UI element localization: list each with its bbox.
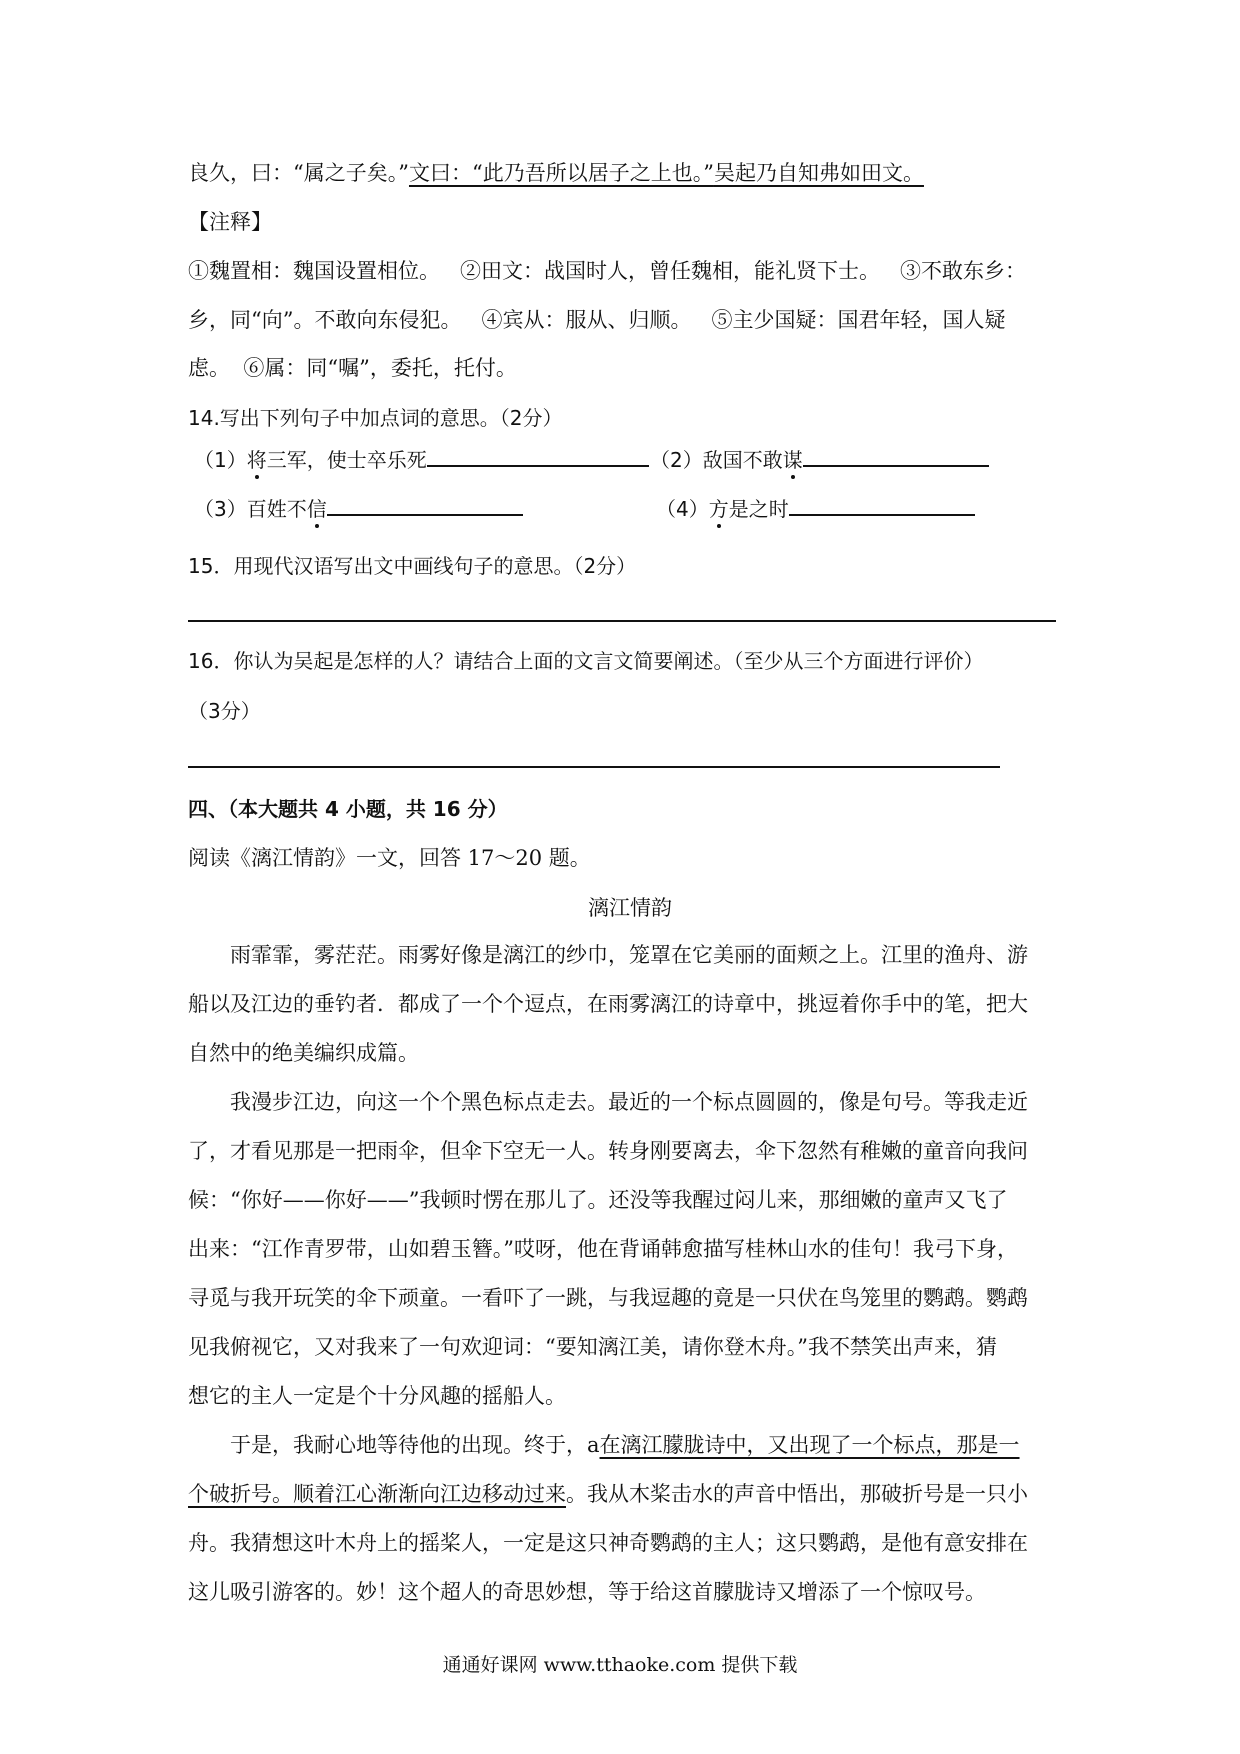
footer-source: 通通好课网 www.tthaoke.com 提供下载 (442, 1654, 798, 1676)
answer-line-q15[interactable] (188, 620, 1056, 622)
article-p3-line-4: 这儿吸引游客的。妙！这个超人的奇思妙想，等于给这首朦胧诗又增添了一个惊叹号。 (188, 1580, 986, 1604)
article-p2-line-2: 了，才看见那是一把雨伞，但伞下空无一人。转身刚要离去，伞下忽然有稚嫩的童音向我问 (188, 1139, 1028, 1163)
answer-blank-2[interactable] (803, 445, 989, 467)
question-15-title: 15．用现代汉语写出文中画线句子的意思。（2分） (188, 554, 637, 578)
q14-item-1: （1）将三军，使士卒乐死 (194, 445, 649, 475)
article-p3-line-3: 舟。我猜想这叶木舟上的摇桨人，一定是这只神奇鹦鹉的主人；这只鹦鹉，是他有意安排在 (188, 1531, 1028, 1555)
question-14-title: 14.写出下列句子中加点词的意思。（2分） (188, 406, 563, 430)
article-p2-line-6: 见我俯视它，又对我来了一句欢迎词：“要知漓江美，请你登木舟。”我不禁笑出声来，猜 (188, 1335, 997, 1359)
q14-item-3: （3）百姓不信 (194, 494, 523, 524)
article-p1-line-3: 自然中的绝美编织成篇。 (188, 1041, 419, 1065)
passage-end-text-1: 良久，曰：“属之子矣。” (188, 161, 409, 185)
article-p2-line-3: 候：“你好——你好——”我顿时愣在那儿了。还没等我醒过闷儿来，那细嫩的童声又飞了 (188, 1188, 1008, 1212)
answer-line-q16[interactable] (188, 766, 1000, 768)
section-4-intro: 阅读《漓江情韵》一文，回答 17～20 题。 (188, 846, 591, 870)
question-16-score: （3分） (188, 699, 261, 723)
article-p1-line-1: 雨霏霏，雾茫茫。雨雾好像是漓江的纱巾，笼罩在它美丽的面颊之上。江里的渔舟、游 (230, 943, 1028, 967)
q14-item-4: （4）方是之时 (656, 494, 975, 524)
article-p3-line-1: 于是，我耐心地等待他的出现。终于，a在漓江朦胧诗中，又出现了一个标点，那是一 (230, 1433, 1020, 1457)
q14-item-2: （2）敌国不敢谋 (650, 445, 989, 475)
section-4-heading: 四、（本大题共 4 小题，共 16 分） (188, 797, 508, 821)
notes-line-3: 虑。 ⑥属：同“嘱”，委托，托付。 (188, 356, 517, 380)
notes-header: 【注释】 (188, 210, 272, 234)
article-p3-line-2: 个破折号。顺着江心渐渐向江边移动过来。我从木桨击水的声音中悟出，那破折号是一只小 (188, 1482, 1028, 1506)
underlined-sentence-a-cont: 个破折号。顺着江心渐渐向江边移动过来 (188, 1482, 566, 1506)
article-p1-line-2: 船以及江边的垂钓者．都成了一个个逗点，在雨雾漓江的诗章中，挑逗着你手中的笔，把大 (188, 992, 1028, 1016)
underlined-sentence-a: 在漓江朦胧诗中，又出现了一个标点，那是一 (599, 1433, 1020, 1457)
answer-blank-4[interactable] (789, 494, 975, 516)
article-title: 漓江情韵 (588, 896, 672, 920)
notes-line-2: 乡，同“向”。不敢向东侵犯。 ④宾从：服从、归顺。 ⑤主少国疑：国君年轻，国人疑 (188, 308, 1006, 332)
passage-end-line (188, 158, 924, 188)
answer-blank-1[interactable] (427, 445, 649, 467)
article-p2-line-1: 我漫步江边，向这一个个黑色标点走去。最近的一个标点圆圆的，像是句号。等我走近 (230, 1090, 1028, 1114)
question-16-title: 16．你认为吴起是怎样的人？请结合上面的文言文简要阐述。（至少从三个方面进行评价） (188, 649, 984, 673)
dotted-word: 信 (306, 497, 327, 521)
dotted-word: 谋 (782, 448, 803, 472)
dotted-word: 方 (708, 497, 729, 521)
underlined-sentence-end: 吴起乃自知弗如田文。 (713, 161, 924, 185)
article-p2-line-5: 寻觅与我开玩笑的伞下顽童。一看吓了一跳，与我逗趣的竟是一只伏在鸟笼里的鹦鹉。鹦鹉 (188, 1286, 1028, 1310)
notes-line-1: ①魏置相：魏国设置相位。 ②田文：战国时人，曾任魏相，能礼贤下士。 ③不敢东乡： (188, 259, 1027, 283)
article-p2-line-7: 想它的主人一定是个十分风趣的摇船人。 (188, 1384, 566, 1408)
article-p2-line-4: 出来：“江作青罗带，山如碧玉簪。”哎呀，他在背诵韩愈描写桂林山水的佳句！我弓下身， (188, 1237, 1018, 1261)
answer-blank-3[interactable] (327, 494, 523, 516)
dotted-word: 将 (246, 448, 267, 472)
underlined-sentence: 文曰：“此乃吾所以居子之上也。” (408, 161, 714, 185)
